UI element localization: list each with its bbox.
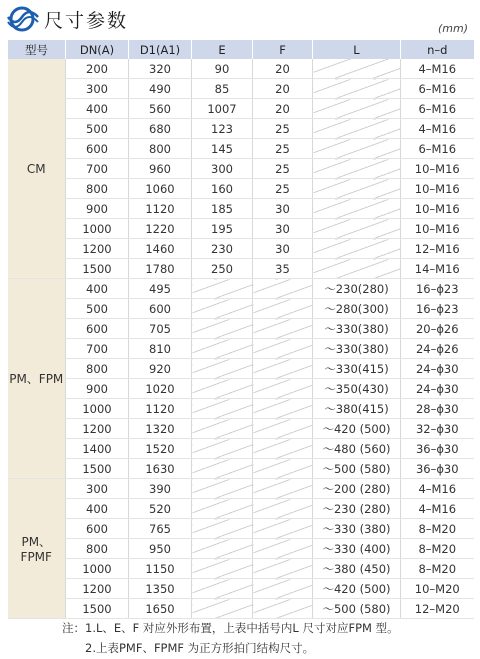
cell-e: 1007 bbox=[192, 99, 253, 119]
not-applicable-cell bbox=[192, 599, 253, 619]
cell-dn: 800 bbox=[66, 179, 129, 199]
cell-f: 25 bbox=[253, 139, 313, 159]
not-applicable-cell bbox=[192, 439, 253, 459]
cell-d1: 1320 bbox=[129, 419, 192, 439]
cell-f: 30 bbox=[253, 199, 313, 219]
cell-dn: 800 bbox=[66, 539, 129, 559]
cell-l: ～230 (280) bbox=[313, 499, 401, 519]
not-applicable-cell bbox=[192, 559, 253, 579]
not-applicable-cell bbox=[313, 79, 401, 99]
note-2: 2.上表PMF、FPMF 为正方形拍门结构尺寸。 bbox=[85, 641, 315, 655]
cell-dn: 300 bbox=[66, 79, 129, 99]
cell-e: 195 bbox=[192, 219, 253, 239]
cell-dn: 300 bbox=[66, 479, 129, 499]
cell-l: ～330(415) bbox=[313, 359, 401, 379]
spec-table bbox=[7, 40, 474, 619]
cell-d1: 1020 bbox=[129, 379, 192, 399]
cell-d1: 705 bbox=[129, 319, 192, 339]
not-applicable-cell bbox=[253, 399, 313, 419]
cell-nd: 10–M16 bbox=[401, 199, 474, 219]
cell-nd: 12–M20 bbox=[401, 599, 474, 619]
cell-f: 20 bbox=[253, 99, 313, 119]
not-applicable-cell bbox=[313, 99, 401, 119]
cell-e: 185 bbox=[192, 199, 253, 219]
not-applicable-cell bbox=[192, 519, 253, 539]
cell-nd: 10–M16 bbox=[401, 219, 474, 239]
cell-l: ～200 (280) bbox=[313, 479, 401, 499]
cell-nd: 16–ϕ23 bbox=[401, 299, 474, 319]
table-row bbox=[8, 539, 474, 559]
cell-l: ～330 (400) bbox=[313, 539, 401, 559]
not-applicable-cell bbox=[192, 539, 253, 559]
table-row bbox=[8, 79, 474, 99]
cell-l: ～280(300) bbox=[313, 299, 401, 319]
not-applicable-cell bbox=[192, 359, 253, 379]
cell-dn: 1500 bbox=[66, 459, 129, 479]
cell-dn: 900 bbox=[66, 199, 129, 219]
cell-e: 85 bbox=[192, 79, 253, 99]
cell-l: ～230(280) bbox=[313, 279, 401, 299]
cell-d1: 1060 bbox=[129, 179, 192, 199]
cell-nd: 36–ϕ30 bbox=[401, 459, 474, 479]
model-cell: CM bbox=[8, 59, 66, 279]
table-row bbox=[8, 579, 474, 599]
cell-nd: 10–M16 bbox=[401, 179, 474, 199]
cell-f: 25 bbox=[253, 159, 313, 179]
not-applicable-cell bbox=[253, 299, 313, 319]
cell-e: 160 bbox=[192, 179, 253, 199]
unit-label: (mm) bbox=[437, 22, 468, 35]
cell-l: ～330 (380) bbox=[313, 519, 401, 539]
cell-d1: 950 bbox=[129, 539, 192, 559]
not-applicable-cell bbox=[253, 339, 313, 359]
company-logo-icon bbox=[6, 6, 40, 32]
cell-e: 300 bbox=[192, 159, 253, 179]
cell-dn: 700 bbox=[66, 159, 129, 179]
cell-d1: 1780 bbox=[129, 259, 192, 279]
cell-dn: 400 bbox=[66, 279, 129, 299]
table-row bbox=[8, 119, 474, 139]
table-row bbox=[8, 439, 474, 459]
cell-l: ～500 (580) bbox=[313, 599, 401, 619]
not-applicable-cell bbox=[253, 279, 313, 299]
cell-nd: 32–ϕ30 bbox=[401, 419, 474, 439]
not-applicable-cell bbox=[192, 419, 253, 439]
cell-e: 230 bbox=[192, 239, 253, 259]
cell-nd: 6–M16 bbox=[401, 139, 474, 159]
cell-d1: 1120 bbox=[129, 199, 192, 219]
not-applicable-cell bbox=[192, 299, 253, 319]
cell-d1: 765 bbox=[129, 519, 192, 539]
not-applicable-cell bbox=[192, 459, 253, 479]
cell-dn: 1200 bbox=[66, 579, 129, 599]
not-applicable-cell bbox=[253, 359, 313, 379]
not-applicable-cell bbox=[313, 219, 401, 239]
not-applicable-cell bbox=[192, 279, 253, 299]
cell-e: 123 bbox=[192, 119, 253, 139]
column-header: n–d bbox=[401, 40, 474, 59]
cell-nd: 20–ϕ26 bbox=[401, 319, 474, 339]
cell-d1: 800 bbox=[129, 139, 192, 159]
table-row bbox=[8, 299, 474, 319]
cell-d1: 810 bbox=[129, 339, 192, 359]
table-row bbox=[8, 279, 474, 299]
cell-nd: 12–M16 bbox=[401, 239, 474, 259]
cell-e: 250 bbox=[192, 259, 253, 279]
cell-f: 25 bbox=[253, 179, 313, 199]
header bbox=[6, 4, 128, 34]
cell-nd: 6–M16 bbox=[401, 79, 474, 99]
cell-d1: 1460 bbox=[129, 239, 192, 259]
table-row bbox=[8, 459, 474, 479]
table-row bbox=[8, 139, 474, 159]
cell-d1: 560 bbox=[129, 99, 192, 119]
cell-nd: 6–M16 bbox=[401, 99, 474, 119]
cell-d1: 1150 bbox=[129, 559, 192, 579]
column-header: E bbox=[192, 40, 253, 59]
cell-dn: 800 bbox=[66, 359, 129, 379]
table-row bbox=[8, 419, 474, 439]
not-applicable-cell bbox=[192, 399, 253, 419]
cell-nd: 8–M20 bbox=[401, 519, 474, 539]
cell-l: ～350(430) bbox=[313, 379, 401, 399]
table-row bbox=[8, 159, 474, 179]
cell-dn: 1000 bbox=[66, 559, 129, 579]
not-applicable-cell bbox=[253, 579, 313, 599]
cell-dn: 500 bbox=[66, 119, 129, 139]
cell-dn: 1500 bbox=[66, 259, 129, 279]
not-applicable-cell bbox=[192, 499, 253, 519]
cell-dn: 200 bbox=[66, 59, 129, 79]
not-applicable-cell bbox=[192, 579, 253, 599]
not-applicable-cell bbox=[253, 499, 313, 519]
page-title: 尺寸参数 bbox=[44, 9, 129, 32]
notes bbox=[62, 618, 399, 658]
cell-nd: 8–M20 bbox=[401, 539, 474, 559]
not-applicable-cell bbox=[253, 459, 313, 479]
cell-d1: 520 bbox=[129, 499, 192, 519]
model-cell: PM、FPM bbox=[8, 279, 66, 479]
not-applicable-cell bbox=[253, 379, 313, 399]
cell-nd: 28–ϕ30 bbox=[401, 399, 474, 419]
cell-nd: 10–M16 bbox=[401, 159, 474, 179]
cell-d1: 1120 bbox=[129, 399, 192, 419]
not-applicable-cell bbox=[313, 179, 401, 199]
table-row bbox=[8, 479, 474, 499]
cell-d1: 1650 bbox=[129, 599, 192, 619]
table-row bbox=[8, 259, 474, 279]
cell-l: ～330(380) bbox=[313, 339, 401, 359]
cell-dn: 600 bbox=[66, 319, 129, 339]
table-row bbox=[8, 499, 474, 519]
table-row bbox=[8, 239, 474, 259]
cell-f: 35 bbox=[253, 259, 313, 279]
cell-d1: 495 bbox=[129, 279, 192, 299]
table-row bbox=[8, 559, 474, 579]
cell-f: 30 bbox=[253, 219, 313, 239]
not-applicable-cell bbox=[253, 519, 313, 539]
not-applicable-cell bbox=[192, 339, 253, 359]
cell-l: ～500 (580) bbox=[313, 459, 401, 479]
table-row bbox=[8, 59, 474, 79]
cell-nd: 4–M16 bbox=[401, 119, 474, 139]
not-applicable-cell bbox=[313, 159, 401, 179]
cell-l: ～380 (450) bbox=[313, 559, 401, 579]
cell-f: 20 bbox=[253, 59, 313, 79]
cell-nd: 8–M20 bbox=[401, 559, 474, 579]
cell-dn: 1000 bbox=[66, 399, 129, 419]
cell-dn: 600 bbox=[66, 139, 129, 159]
cell-d1: 920 bbox=[129, 359, 192, 379]
not-applicable-cell bbox=[253, 419, 313, 439]
not-applicable-cell bbox=[192, 379, 253, 399]
cell-nd: 4–M16 bbox=[401, 499, 474, 519]
cell-dn: 1400 bbox=[66, 439, 129, 459]
cell-dn: 1200 bbox=[66, 419, 129, 439]
cell-d1: 490 bbox=[129, 79, 192, 99]
not-applicable-cell bbox=[253, 479, 313, 499]
not-applicable-cell bbox=[192, 479, 253, 499]
note-1: 注：1.L、E、F 对应外形布置，上表中括号内L 尺寸对应FPM 型。 bbox=[62, 621, 399, 635]
column-header: DN(A) bbox=[66, 40, 129, 59]
cell-d1: 1350 bbox=[129, 579, 192, 599]
table-row bbox=[8, 199, 474, 219]
cell-l: ～480 (560) bbox=[313, 439, 401, 459]
cell-nd: 14–M16 bbox=[401, 259, 474, 279]
table-row bbox=[8, 319, 474, 339]
table-row bbox=[8, 599, 474, 619]
cell-nd: 10–M20 bbox=[401, 579, 474, 599]
cell-nd: 16–ϕ23 bbox=[401, 279, 474, 299]
cell-d1: 960 bbox=[129, 159, 192, 179]
not-applicable-cell bbox=[313, 259, 401, 279]
cell-dn: 400 bbox=[66, 499, 129, 519]
cell-dn: 1500 bbox=[66, 599, 129, 619]
cell-d1: 1220 bbox=[129, 219, 192, 239]
cell-d1: 1630 bbox=[129, 459, 192, 479]
cell-dn: 700 bbox=[66, 339, 129, 359]
cell-l: ～420 (500) bbox=[313, 419, 401, 439]
cell-dn: 500 bbox=[66, 299, 129, 319]
cell-nd: 4–M16 bbox=[401, 479, 474, 499]
cell-nd: 36–ϕ30 bbox=[401, 439, 474, 459]
cell-e: 90 bbox=[192, 59, 253, 79]
model-cell: PM、FPMF bbox=[8, 479, 66, 619]
cell-f: 30 bbox=[253, 239, 313, 259]
cell-f: 20 bbox=[253, 79, 313, 99]
cell-e: 145 bbox=[192, 139, 253, 159]
table-row bbox=[8, 219, 474, 239]
not-applicable-cell bbox=[253, 319, 313, 339]
cell-d1: 680 bbox=[129, 119, 192, 139]
cell-dn: 1200 bbox=[66, 239, 129, 259]
not-applicable-cell bbox=[313, 139, 401, 159]
column-header: 型号 bbox=[8, 40, 66, 59]
cell-l: ～330(380) bbox=[313, 319, 401, 339]
not-applicable-cell bbox=[313, 119, 401, 139]
not-applicable-cell bbox=[313, 59, 401, 79]
table-row bbox=[8, 99, 474, 119]
not-applicable-cell bbox=[192, 319, 253, 339]
column-header: F bbox=[253, 40, 313, 59]
cell-l: ～420 (500) bbox=[313, 579, 401, 599]
cell-dn: 400 bbox=[66, 99, 129, 119]
cell-d1: 390 bbox=[129, 479, 192, 499]
table-row bbox=[8, 519, 474, 539]
cell-d1: 1520 bbox=[129, 439, 192, 459]
cell-d1: 600 bbox=[129, 299, 192, 319]
cell-nd: 24–ϕ26 bbox=[401, 339, 474, 359]
table-row bbox=[8, 399, 474, 419]
table-body bbox=[8, 59, 474, 619]
cell-dn: 1000 bbox=[66, 219, 129, 239]
not-applicable-cell bbox=[313, 239, 401, 259]
not-applicable-cell bbox=[253, 539, 313, 559]
cell-dn: 600 bbox=[66, 519, 129, 539]
not-applicable-cell bbox=[313, 199, 401, 219]
table-row bbox=[8, 179, 474, 199]
table-row bbox=[8, 379, 474, 399]
cell-l: ～380(415) bbox=[313, 399, 401, 419]
cell-dn: 900 bbox=[66, 379, 129, 399]
cell-nd: 24–ϕ30 bbox=[401, 379, 474, 399]
cell-d1: 320 bbox=[129, 59, 192, 79]
column-header: D1(A1) bbox=[129, 40, 192, 59]
not-applicable-cell bbox=[253, 559, 313, 579]
cell-f: 25 bbox=[253, 119, 313, 139]
column-header: L bbox=[313, 40, 401, 59]
not-applicable-cell bbox=[253, 439, 313, 459]
table-row bbox=[8, 359, 474, 379]
cell-nd: 24–ϕ30 bbox=[401, 359, 474, 379]
not-applicable-cell bbox=[253, 599, 313, 619]
table-header-row bbox=[8, 40, 474, 59]
cell-nd: 4–M16 bbox=[401, 59, 474, 79]
table-row bbox=[8, 339, 474, 359]
